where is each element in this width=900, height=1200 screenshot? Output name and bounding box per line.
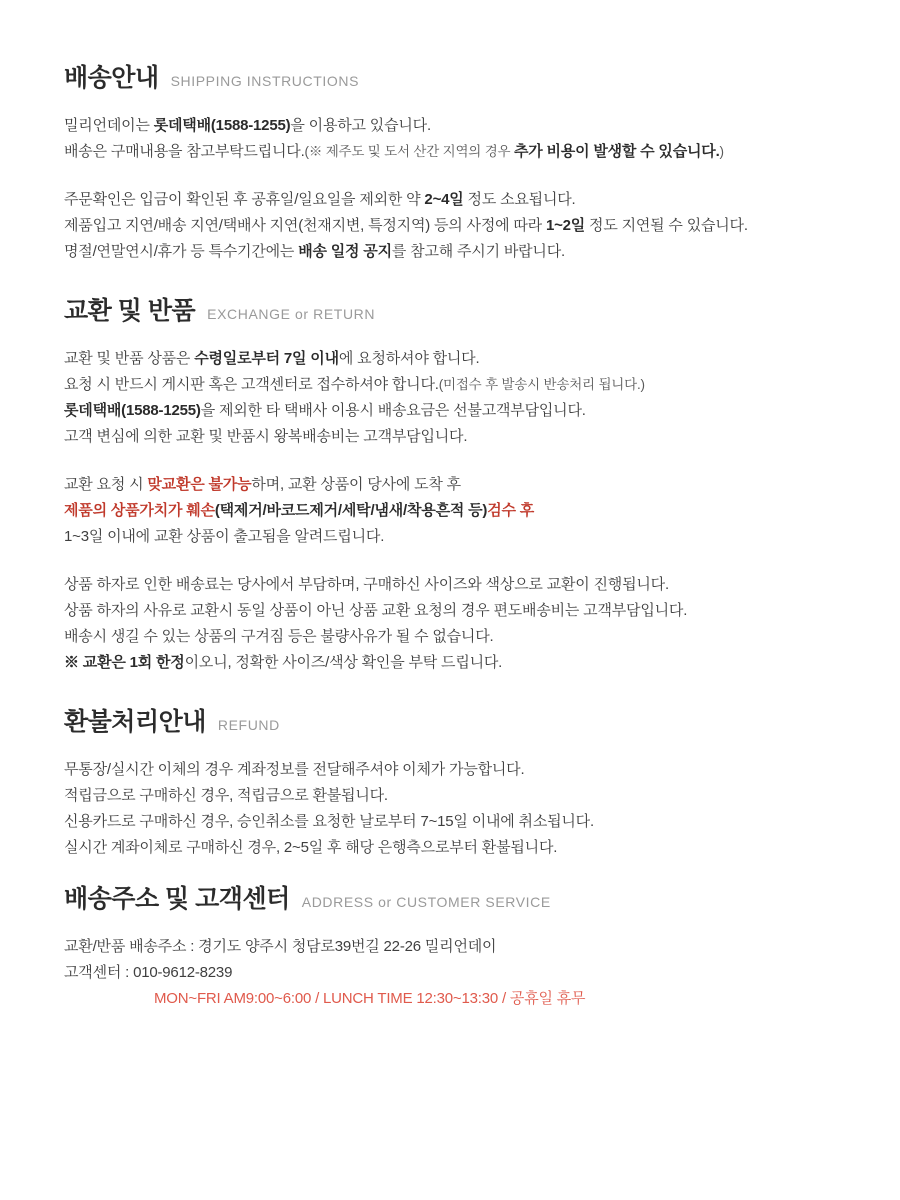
- text-run: 주문확인은 입금이 확인된 후 공휴일/일요일을 제외한 약: [64, 191, 425, 208]
- text-line: [64, 346, 836, 372]
- section-exchange-return: [64, 299, 836, 676]
- text-line: [64, 598, 836, 624]
- paragraph: [64, 757, 836, 861]
- text-run: 교환 요청 시: [64, 476, 148, 493]
- section-heading-refund: [64, 710, 836, 735]
- text-run: 맞교환은 불가능: [147, 476, 252, 493]
- text-run: 1~2일: [545, 217, 586, 234]
- section-title-en: SHIPPING INSTRUCTIONS: [170, 73, 360, 89]
- text-line: [64, 187, 836, 213]
- text-run: 배송시 생길 수 있는 상품의 구겨짐 등은 불량사유가 될 수 없습니다.: [64, 628, 494, 645]
- text-line: [64, 835, 836, 861]
- text-run: 교환 및 반품 상품은: [64, 350, 195, 367]
- text-run: 실시간 계좌이체로 구매하신 경우, 2~5일 후 해당 은행측으로부터 환불됩니다.: [64, 839, 558, 856]
- text-run: 롯데택배(1588-1255): [153, 117, 291, 134]
- text-run: 를 참고해 주시기 바랍니다.: [391, 243, 565, 260]
- text-run: ※: [64, 654, 83, 671]
- text-line: [64, 757, 836, 783]
- text-line: [64, 424, 836, 450]
- section-shipping: [64, 66, 836, 265]
- paragraph: [64, 113, 836, 165]
- text-run: 밀리언데이는: [64, 117, 154, 134]
- text-run: (택제거/바코드제거/세탁/냄새/착용흔적 등): [214, 502, 488, 519]
- text-run: 이오니, 정확한 사이즈/색상 확인을 부탁 드립니다.: [184, 654, 503, 671]
- paragraph: [64, 934, 836, 986]
- text-line: [64, 398, 836, 424]
- text-line: [64, 113, 836, 139]
- text-run: 교환은 1회 한정: [82, 654, 185, 671]
- text-run: 상품 하자로 인한 배송료는 당사에서 부담하며, 구매하신 사이즈와 색상으로 교환이 진행됩니다.: [64, 576, 669, 593]
- section-title-ko: 배송안내: [64, 64, 159, 92]
- text-line: [64, 650, 836, 676]
- paragraph: [64, 187, 836, 265]
- text-line: [64, 524, 836, 550]
- text-run: 수령일로부터 7일 이내: [194, 350, 339, 367]
- text-run: 에 요청하셔야 합니다.: [338, 350, 480, 367]
- section-refund: [64, 710, 836, 861]
- text-run: 제품입고 지연/배송 지연/택배사 지연(천재지변, 특정지역) 등의 사정에 따라: [64, 217, 546, 234]
- paragraph: [64, 346, 836, 450]
- section-title-en: EXCHANGE or RETURN: [207, 306, 376, 322]
- text-line: [64, 372, 836, 398]
- text-run: 하며, 교환 상품이 당사에 도착 후: [251, 476, 461, 493]
- text-run: 요청 시 반드시 게시판 혹은 고객센터로 접수하셔야 합니다.: [64, 376, 439, 393]
- text-run: 신용카드로 구매하신 경우, 승인취소를 요청한 날로부터 7~15일 이내에 취소됩니다.: [64, 813, 594, 830]
- text-run: ): [719, 144, 724, 159]
- customer-service-hours: MON~FRI AM9:00~6:00 / LUNCH TIME 12:30~13:30 / 공휴일 휴무: [154, 990, 586, 1007]
- text-run: (미접수 후 발송시 반송처리 됩니다.): [438, 377, 645, 392]
- text-run: 정도 지연될 수 있습니다.: [585, 217, 748, 234]
- paragraph: [64, 572, 836, 676]
- text-run: 추가 비용이 발생할 수 있습니다.: [513, 143, 720, 160]
- text-run: 배송 일정 공지: [298, 243, 392, 260]
- text-line: [64, 934, 836, 960]
- text-run: 을 제외한 타 택배사 이용시 배송요금은 선불고객부담입니다.: [200, 402, 586, 419]
- text-run: 고객센터 : 010-9612-8239: [64, 964, 233, 981]
- text-line: [64, 239, 836, 265]
- text-run: 정도 소요됩니다.: [463, 191, 576, 208]
- text-line: [64, 783, 836, 809]
- text-run: 제품의 상품가치가 훼손: [64, 502, 215, 519]
- text-line: [64, 213, 836, 239]
- section-title-ko: 환불처리안내: [64, 708, 206, 736]
- text-run: 2~4일: [424, 191, 464, 208]
- section-title-ko: 배송주소 및 고객센터: [64, 885, 290, 913]
- spacer: [64, 265, 836, 299]
- text-run: (※ 제주도 및 도서 산간 지역의 경우: [304, 144, 514, 159]
- section-heading-address: [64, 887, 836, 912]
- text-run: 고객 변심에 의한 교환 및 반품시 왕복배송비는 고객부담입니다.: [64, 428, 468, 445]
- text-line: [64, 960, 836, 986]
- text-run: 교환/반품 배송주소 : 경기도 양주시 청담로39번길 22-26 밀리언데이: [64, 938, 497, 955]
- text-run: 검수 후: [487, 502, 535, 519]
- text-line: [64, 572, 836, 598]
- paragraph: [64, 472, 836, 550]
- section-title-en: REFUND: [217, 717, 280, 733]
- spacer: [64, 676, 836, 710]
- text-line: [64, 472, 836, 498]
- section-heading-exchange: [64, 299, 836, 324]
- section-title-ko: 교환 및 반품: [64, 297, 196, 325]
- text-run: 롯데택배(1588-1255): [64, 402, 201, 419]
- section-title-en: ADDRESS or CUSTOMER SERVICE: [301, 894, 551, 910]
- section-heading-shipping: [64, 66, 836, 91]
- text-run: 적립금으로 구매하신 경우, 적립금으로 환불됩니다.: [64, 787, 388, 804]
- text-line: [64, 139, 836, 165]
- text-line: [64, 498, 836, 524]
- text-run: 1~3일 이내에 교환 상품이 출고됨을 알려드립니다.: [64, 528, 385, 545]
- text-run: 배송은 구매내용을 참고부탁드립니다.: [64, 143, 305, 160]
- text-line: [64, 624, 836, 650]
- text-run: 무통장/실시간 이체의 경우 계좌정보를 전달해주셔야 이체가 가능합니다.: [64, 761, 525, 778]
- text-run: 명절/연말연시/휴가 등 특수기간에는: [64, 243, 299, 260]
- spacer: [64, 861, 836, 887]
- text-run: 상품 하자의 사유로 교환시 동일 상품이 아닌 상품 교환 요청의 경우 편도배송비는 고객부담입니다.: [64, 602, 688, 619]
- text-line: [64, 809, 836, 835]
- text-run: 을 이용하고 있습니다.: [290, 117, 431, 134]
- section-address-customer-service: [64, 887, 836, 1012]
